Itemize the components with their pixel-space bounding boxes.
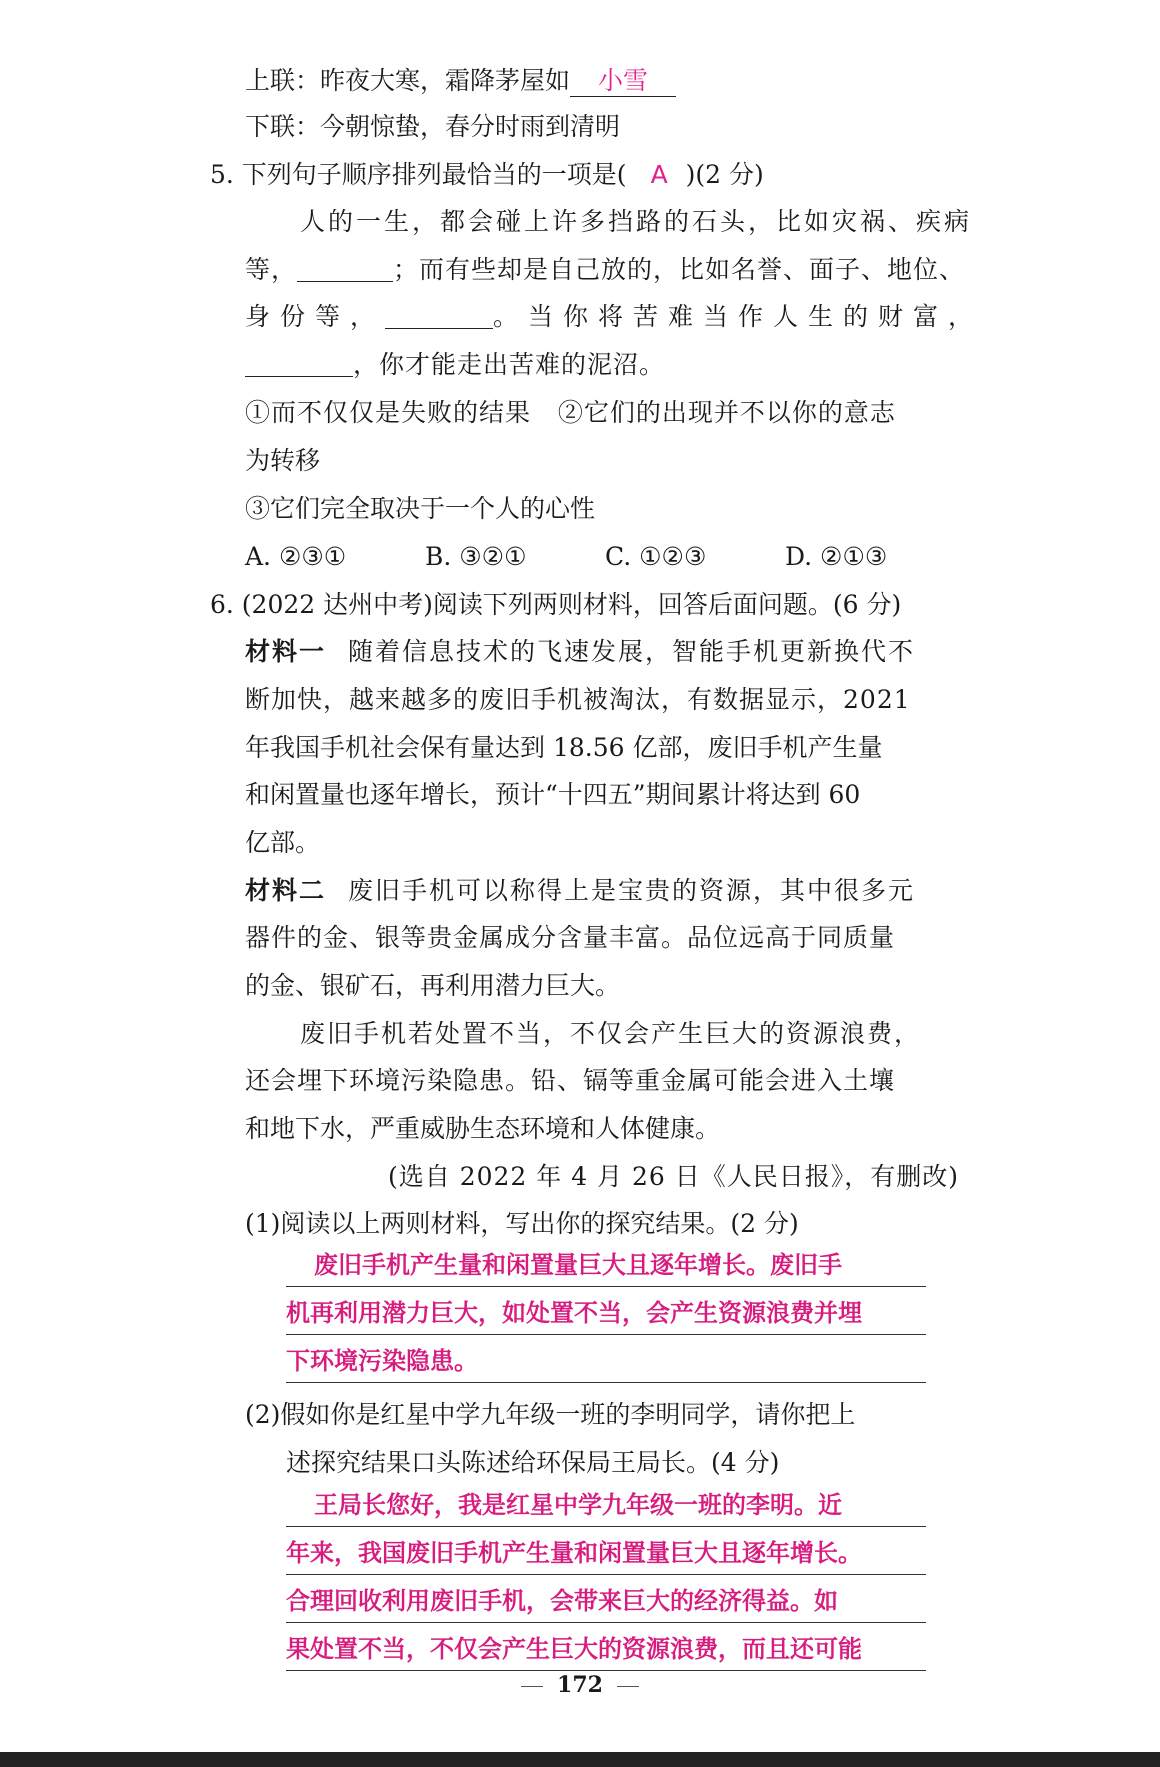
q5-passage-line-3b: 。当你将苦难当作人生的财富，	[493, 302, 984, 331]
q6-material-2-label: 材料二	[245, 876, 327, 905]
page-number: 172	[557, 1672, 603, 1698]
q5-passage-line-2b: ；而有些却是自己放的，比如名誉、面子、地位、	[393, 255, 966, 284]
q6-material-2-line-2: 器件的金、银等贵金属成分含量丰富。品位远高于同质量	[245, 923, 896, 952]
couplet-upper-answer: 小雪	[570, 66, 676, 97]
q5-choice-c: C. ①②③	[605, 542, 707, 571]
page-footer	[0, 1672, 1160, 1698]
q5-stem-prefix: 5. 下列句子顺序排列最恰当的一项是(	[210, 160, 627, 189]
q6-answer-2-line-1: 王局长您好，我是红星中学九年级一班的李明。近	[286, 1490, 926, 1527]
q5-passage-line-4b: ，你才能走出苦难的泥沼。	[353, 350, 666, 379]
q6-material-1-line-3: 年我国手机社会保有量达到 18.56 亿部，废旧手机产生量	[245, 733, 883, 762]
q6-material-2-text-1: 废旧手机可以称得上是宝贵的资源，其中很多元	[348, 876, 916, 905]
q6-stem: 6. (2022 达州中考)阅读下列两则材料，回答后面问题。(6 分)	[210, 590, 902, 619]
footer-dash-right	[617, 1686, 639, 1687]
q6-answer-1-line-2: 机再利用潜力巨大，如处置不当，会产生资源浪费并埋	[286, 1298, 926, 1335]
q6-material-1-line-4: 和闲置量也逐年增长，预计“十四五”期间累计将达到 60	[245, 780, 861, 809]
q5-choice-a: A. ②③①	[245, 542, 347, 571]
q6-answer-1-line-1: 废旧手机产生量和闲置量巨大且逐年增长。废旧手	[286, 1250, 926, 1287]
q5-choice-d: D. ②①③	[785, 542, 888, 571]
q6-material-2-line-4: 废旧手机若处置不当，不仅会产生巨大的资源浪费，	[300, 1019, 922, 1048]
q6-material-1-line-5: 亿部。	[245, 828, 321, 857]
q5-passage-line-4	[245, 350, 665, 380]
couplet-upper	[245, 66, 676, 97]
q6-material-1-label: 材料一	[245, 637, 327, 666]
q6-sub-2-line-2: 述探究结果口头陈述给环保局王局长。(4 分)	[286, 1448, 780, 1477]
q5-stem-suffix: )(2 分)	[685, 160, 764, 189]
couplet-upper-text: 上联：昨夜大寒，霜降茅屋如	[245, 66, 571, 95]
q6-material-1-line-2: 断加快，越来越多的废旧手机被淘汰，有数据显示，2021	[245, 685, 911, 714]
q5-blank-2	[385, 304, 493, 329]
q6-material-1-line-1	[245, 637, 915, 667]
q6-answer-2-line-3: 合理回收利用废旧手机，会带来巨大的经济得益。如	[286, 1586, 926, 1623]
q6-material-2-line-3: 的金、银矿石，再利用潜力巨大。	[245, 971, 621, 1000]
q5-blank-1	[297, 257, 393, 282]
q6-sub-2-line-1: (2)假如你是红星中学九年级一班的李明同学，请你把上	[245, 1400, 856, 1429]
q6-material-2-line-1	[245, 876, 915, 906]
q5-answer: A	[650, 160, 668, 189]
bottom-edge-bar	[0, 1752, 1160, 1767]
q6-material-1-text-1: 随着信息技术的飞速发展，智能手机更新换代不	[348, 637, 916, 666]
q6-material-2-line-5: 还会埋下环境污染隐患。铅、镉等重金属可能会进入土壤	[245, 1066, 896, 1095]
q5-option-line-1: ①而不仅仅是失败的结果 ②它们的出现并不以你的意志	[245, 398, 896, 427]
q5-passage-line-2	[245, 255, 965, 285]
footer-dash-left	[521, 1686, 543, 1687]
q5-option-line-2: 为转移	[245, 446, 321, 475]
q5-choice-b: B. ③②①	[425, 542, 527, 571]
q5-passage-line-2a: 等，	[245, 255, 298, 284]
q5-passage-line-3	[245, 302, 983, 332]
q6-material-2-line-6: 和地下水，严重威胁生态环境和人体健康。	[245, 1114, 721, 1143]
q5-passage-line-3a: 身份等，	[245, 302, 386, 331]
q6-sub-1: (1)阅读以上两则材料，写出你的探究结果。(2 分)	[245, 1209, 799, 1238]
q6-source: (选自 2022 年 4 月 26 日《人民日报》，有删改)	[388, 1162, 960, 1191]
q6-answer-2-line-4: 果处置不当，不仅会产生巨大的资源浪费，而且还可能	[286, 1634, 926, 1671]
q5-blank-3	[245, 352, 353, 377]
q5-passage-line-1: 人的一生，都会碰上许多挡路的石头，比如灾祸、疾病	[300, 207, 973, 236]
q6-answer-1-line-3: 下环境污染隐患。	[286, 1346, 926, 1383]
q5-stem	[210, 160, 764, 190]
q6-answer-2-line-2: 年来，我国废旧手机产生量和闲置量巨大且逐年增长。	[286, 1538, 926, 1575]
couplet-lower: 下联：今朝惊蛰，春分时雨到清明	[245, 112, 621, 141]
q5-option-line-3: ③它们完全取决于一个人的心性	[245, 494, 596, 523]
